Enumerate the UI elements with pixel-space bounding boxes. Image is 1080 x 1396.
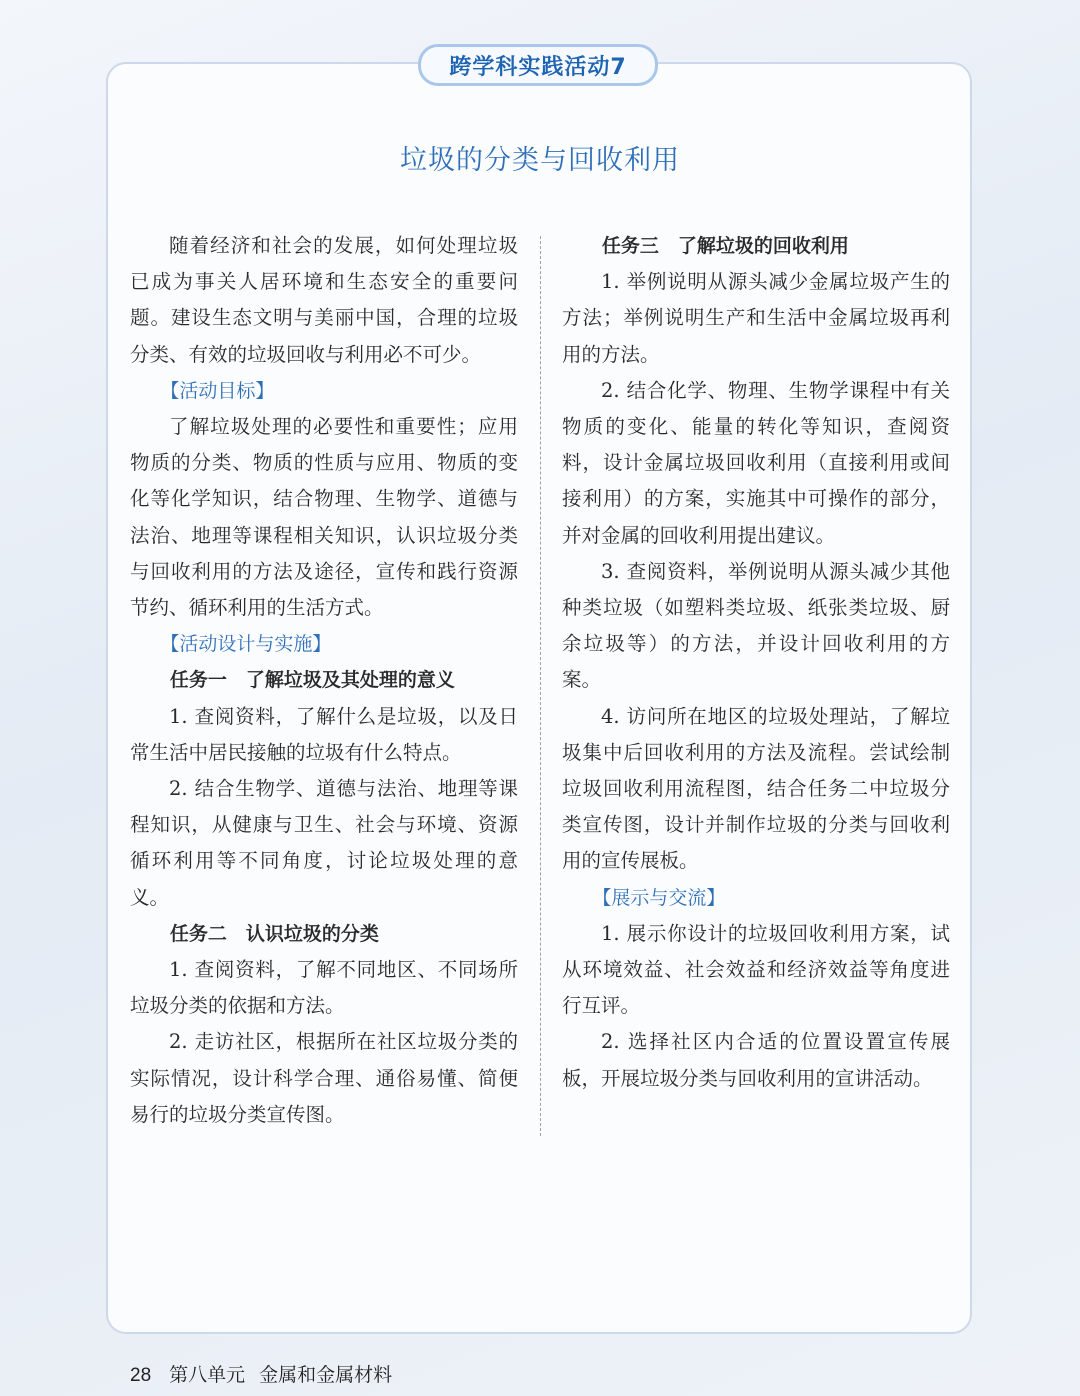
task1-heading [130,662,518,698]
page-footer [130,1360,392,1387]
task3-heading [562,228,950,264]
show-heading [562,880,950,916]
right-column [562,228,950,1097]
task3-item3: 3. 查阅资料，举例说明从源头减少其他种类垃圾（如塑料类垃圾、纸张类垃圾、厨余垃圾等）的方法，并设计回收利用的方案。 [562,559,950,692]
task1-item2: 2. 结合生物学、道德与法治、地理等课程知识，从健康与卫生、社会与环境、资源循环利用等不同角度，讨论垃圾处理的意义。 [130,777,518,909]
task2-title: 认识垃圾的分类 [245,922,379,945]
left-column [130,228,518,1133]
goal-heading [130,373,518,409]
unit-title: 金属和金属材料 [259,1364,393,1386]
column-divider [540,236,541,1136]
task3-item2: 2. 结合化学、物理、生物学课程中有关物质的变化、能量的转化等知识，查阅资料，设计金属垃圾回收利用（直接利用或间接利用）的方案，实施其中可操作的部分，并对金属的回收利用提出建议。 [562,378,950,547]
activity-banner: 跨学科实践活动7 [418,44,658,86]
task2-item2: 2. 走访社区，根据所在社区垃圾分类的实际情况，设计科学合理、通俗易懂、简便易行的垃圾分类宣传图。 [130,1030,518,1126]
intro-paragraph: 随着经济和社会的发展，如何处理垃圾已成为事关人居环境和生态安全的重要问题。建设生态文明与美丽中国，合理的垃圾分类、有效的垃圾回收与利用必不可少。 [130,234,518,366]
task1-label: 任务一 [169,669,227,692]
task1-title: 了解垃圾及其处理的意义 [245,669,455,692]
goal-paragraph: 了解垃圾处理的必要性和重要性；应用物质的分类、物质的性质与应用、物质的变化等化学知识，结合物理、生物学、道德与法治、地理等课程相关知识，认识垃圾分类与回收利用的方法及途径，宣传和践行资源节约、循环利用的生活方式。 [130,415,518,620]
task2-label: 任务二 [169,922,227,945]
task3-label: 任务三 [601,235,659,257]
task3-item1: 1. 举例说明从源头减少金属垃圾产生的方法；举例说明生产和生活中金属垃圾再利用的方法。 [562,270,950,366]
task3-title: 了解垃圾的回收利用 [677,235,849,257]
goal-heading-text: 【活动目标】 [160,379,275,402]
task1-item1: 1. 查阅资料，了解什么是垃圾，以及日常生活中居民接触的垃圾有什么特点。 [130,704,518,764]
show-item2: 2. 选择社区内合适的位置设置宣传展板，开展垃圾分类与回收利用的宣讲活动。 [562,1030,950,1090]
design-heading-text: 【活动设计与实施】 [160,633,332,656]
task2-heading [130,916,518,952]
show-item1: 1. 展示你设计的垃圾回收利用方案，试从环境效益、社会效益和经济效益等角度进行互评。 [562,921,950,1018]
unit-label: 第八单元 [169,1364,246,1386]
task3-item4: 4. 访问所在地区的垃圾处理站，了解垃圾集中后回收利用的方法及流程。尝试绘制垃圾回收利用流程图，结合任务二中垃圾分类宣传图，设计并制作垃圾的分类与回收利用的宣传展板。 [562,704,950,873]
show-heading-text: 【展示与交流】 [592,886,726,909]
design-heading [130,626,518,662]
page-title: 垃圾的分类与回收利用 [400,145,680,176]
task2-item1: 1. 查阅资料，了解不同地区、不同场所垃圾分类的依据和方法。 [130,958,518,1018]
page-number: 28 [130,1365,152,1386]
